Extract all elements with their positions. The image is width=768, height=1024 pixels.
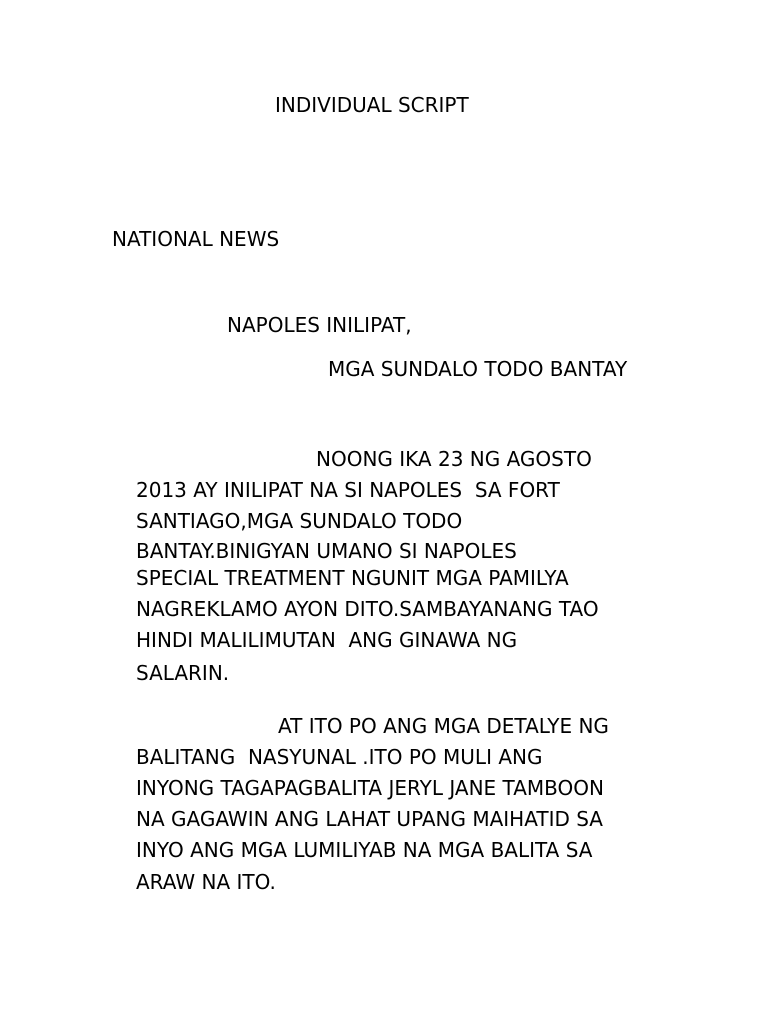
paragraph-line: BANTAY.BINIGYAN UMANO SI NAPOLES <box>136 539 517 563</box>
headline-line-2: MGA SUNDALO TODO BANTAY <box>328 357 628 381</box>
paragraph-line: NOONG IKA 23 NG AGOSTO <box>316 447 592 471</box>
paragraph-line: 2013 AY INILIPAT NA SI NAPOLES SA FORT <box>136 478 560 502</box>
section-heading: NATIONAL NEWS <box>112 227 280 251</box>
headline-line-1: NAPOLES INILIPAT, <box>227 313 412 337</box>
paragraph-line: BALITANG NASYUNAL .ITO PO MULI ANG <box>136 745 543 769</box>
paragraph-line: AT ITO PO ANG MGA DETALYE NG <box>278 714 609 738</box>
paragraph-line: SPECIAL TREATMENT NGUNIT MGA PAMILYA <box>136 566 569 590</box>
paragraph-line: ARAW NA ITO. <box>136 870 276 894</box>
paragraph-line: SALARIN. <box>136 661 230 685</box>
paragraph-line: NA GAGAWIN ANG LAHAT UPANG MAIHATID SA <box>136 807 603 831</box>
paragraph-line: NAGREKLAMO AYON DITO.SAMBAYANANG TAO <box>136 597 599 621</box>
paragraph-line: SANTIAGO,MGA SUNDALO TODO <box>136 509 463 533</box>
paragraph-line: HINDI MALILIMUTAN ANG GINAWA NG <box>136 628 518 652</box>
paragraph-line: INYONG TAGAPAGBALITA JERYL JANE TAMBOON <box>136 776 604 800</box>
paragraph-line: INYO ANG MGA LUMILIYAB NA MGA BALITA SA <box>136 838 593 862</box>
document-title: INDIVIDUAL SCRIPT <box>275 93 469 117</box>
